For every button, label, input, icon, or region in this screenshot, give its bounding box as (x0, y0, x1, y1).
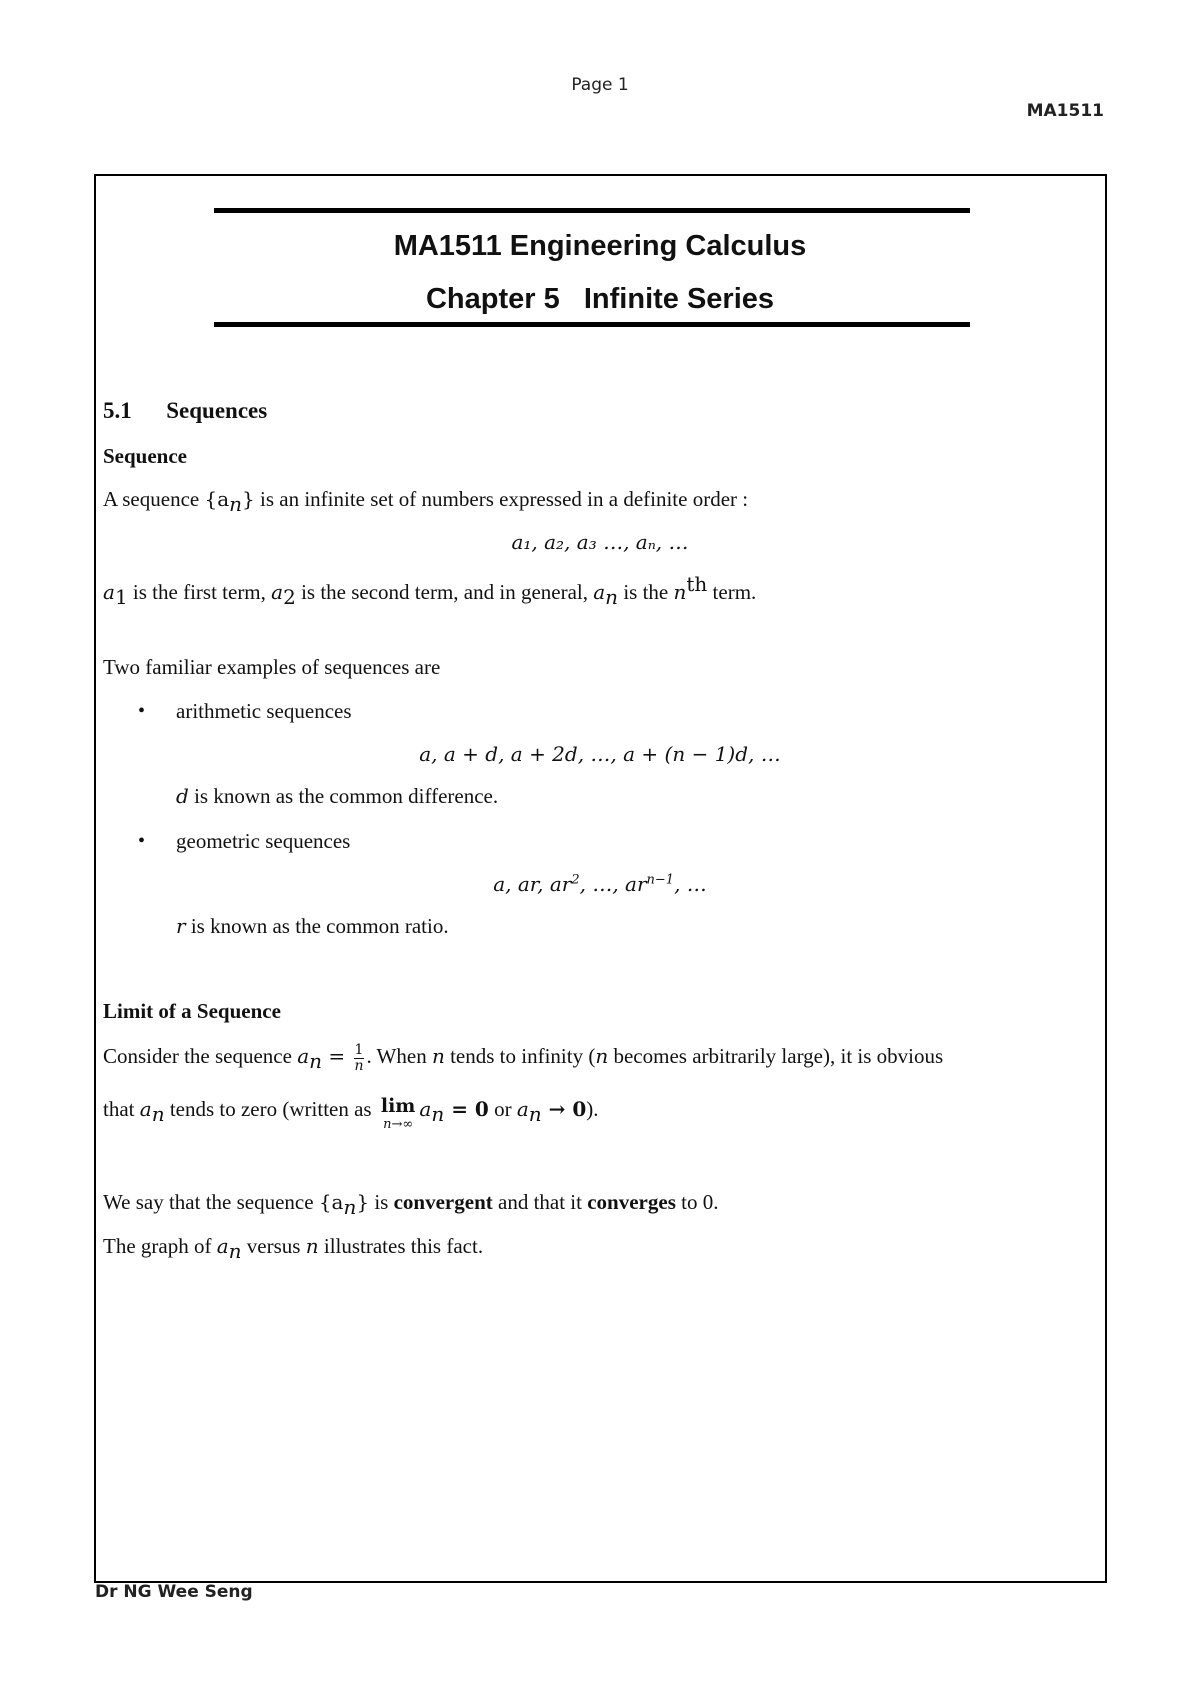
limit-consider-line: Consider the sequence $a_n$ = $\frac{1}{n}$ . When n tends to infinity (n becomes arbitrarily large), it is obvious (103, 1042, 944, 1074)
common-ratio: r is known as the common ratio. (176, 914, 449, 938)
convergent-statement: We say that the sequence $\{a_n\}$ is convergent and that it converges to 0. (103, 1190, 719, 1220)
author-footer: Dr NG Wee Seng (95, 1582, 253, 1602)
common-difference: d is known as the common difference. (176, 784, 499, 808)
sequence-terms-equation: a₁, a₂, a₃ …, aₙ, … (511, 530, 689, 554)
arithmetic-label: arithmetic sequences (176, 699, 352, 723)
title-rule-bottom (214, 322, 970, 327)
fraction-one-over-n: $\frac{1}{n}$ (354, 1042, 364, 1074)
course-title: MA1511 Engineering Calculus (393, 230, 807, 262)
section-heading: 5.1 Sequences (103, 398, 268, 423)
title-rule-top (214, 208, 970, 213)
bullet-geometric: • (138, 830, 146, 852)
chapter-title: Chapter 5 Infinite Series (425, 283, 775, 315)
geometric-label: geometric sequences (176, 829, 351, 853)
page-number: Page 1 (571, 75, 629, 95)
familiar-examples: Two familiar examples of sequences are (103, 655, 441, 679)
limit-that-line: that $a_n$ tends to zero (written as lim n→∞ $a_n = 0$ or $a_n \to 0$). (103, 1095, 599, 1132)
sequence-definition: A sequence $\{a_n\}$ is an infinite set of numbers expressed in a definite order : (103, 487, 749, 517)
limit-heading: Limit of a Sequence (103, 999, 281, 1023)
limit-operator: lim n→∞ (380, 1095, 416, 1132)
sub-heading-sequence: Sequence (103, 444, 187, 468)
geometric-equation: a, ar, $ar^2$, …, $ar^{n-1}$, … (493, 872, 707, 896)
bullet-arithmetic: • (138, 700, 146, 722)
term-description: $a_1$ is the first term, $a_2$ is the second term, and in general, $a_n$ is the $n^{th}$ term. (103, 572, 757, 610)
graph-statement: The graph of $a_n$ versus n illustrates this fact. (103, 1234, 484, 1264)
course-code: MA1511 (1026, 101, 1104, 121)
arithmetic-equation: a, a + d, a + 2d, …, a + (n − 1)d, … (419, 742, 781, 766)
